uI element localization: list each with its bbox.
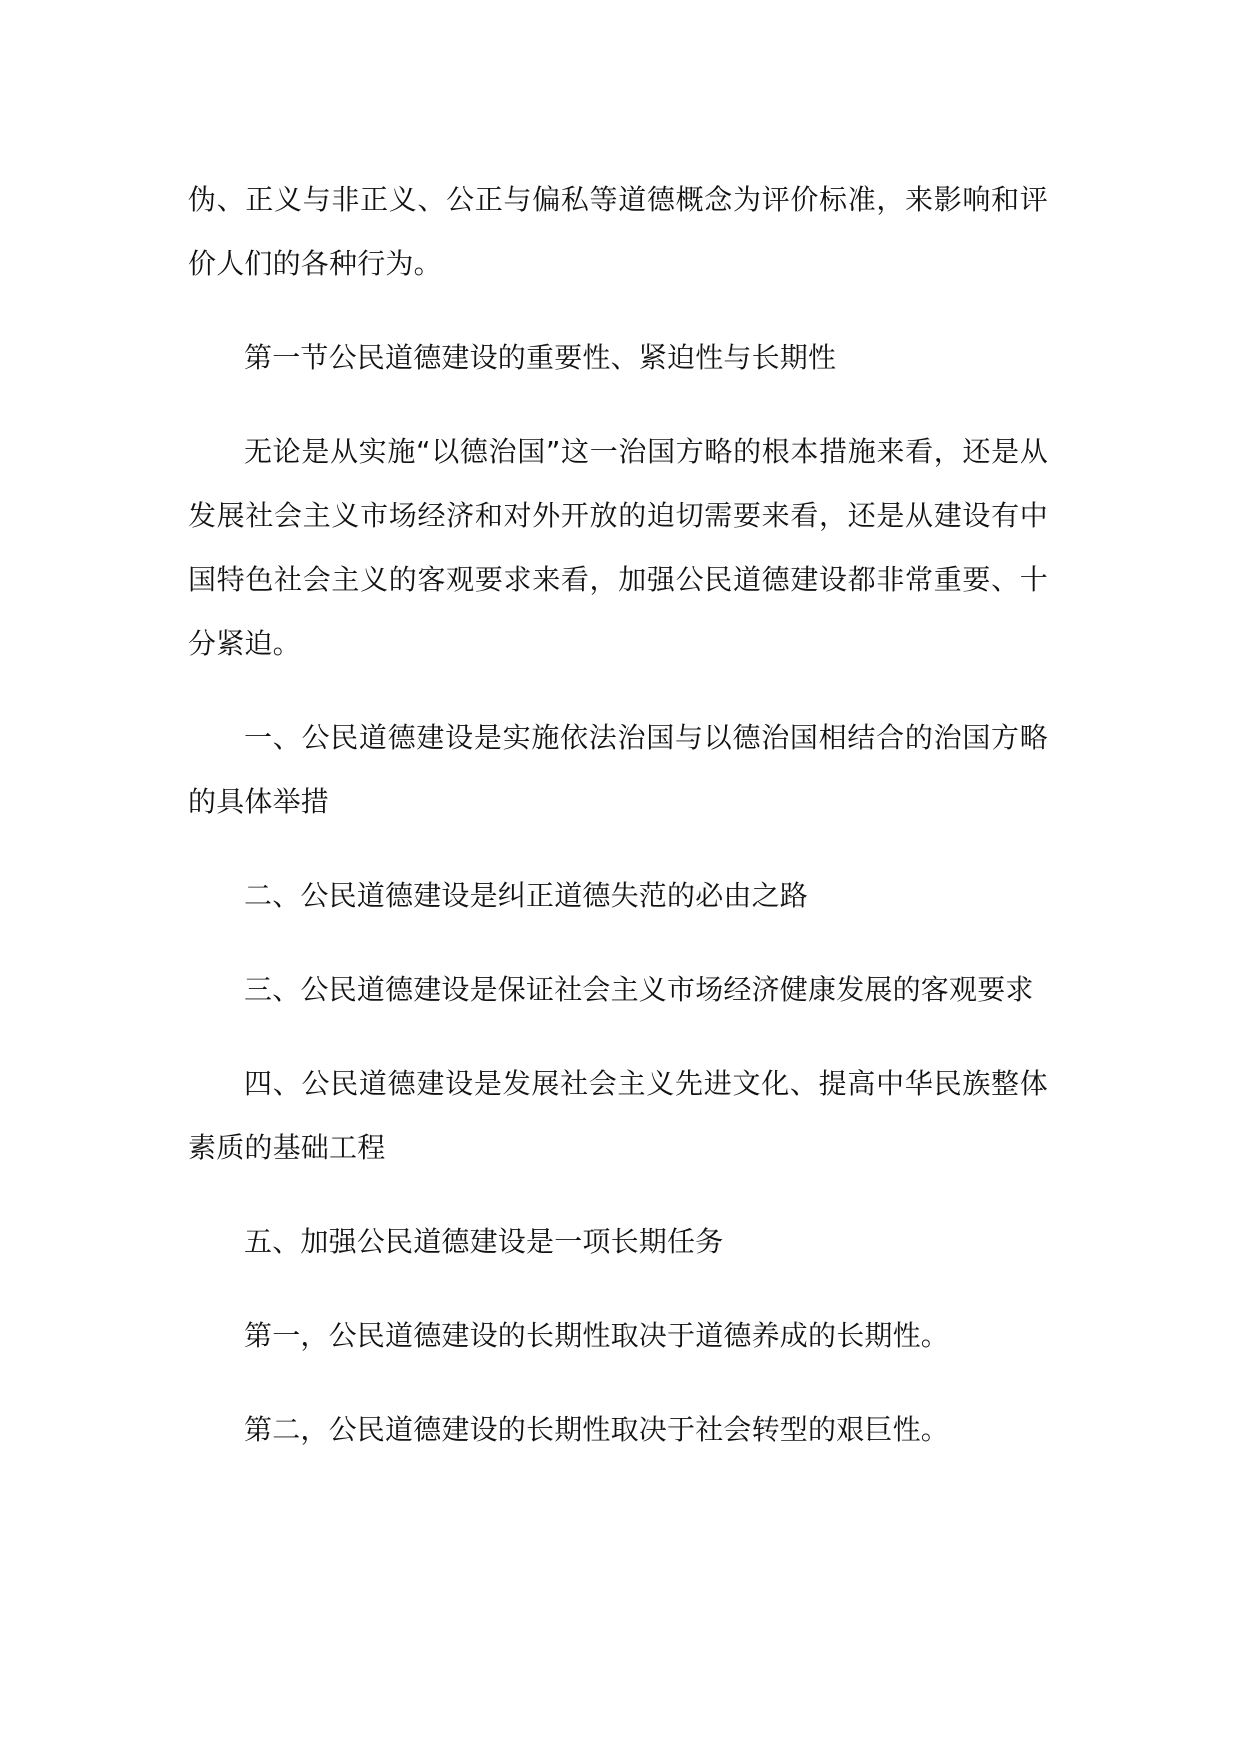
list-item-3: 三、公民道德建设是保证社会主义市场经济健康发展的客观要求 [244,973,1034,1006]
list-item-1: 一、公民道德建设是实施依法治国与以德治国相结合的治国方略的具体举措 [188,721,1048,818]
document-body [188,168,1048,1462]
point-first: 第一，公民道德建设的长期性取决于道德养成的长期性。 [244,1319,950,1352]
list-item-5: 五、加强公民道德建设是一项长期任务 [244,1225,724,1258]
point-second: 第二，公民道德建设的长期性取决于社会转型的艰巨性。 [244,1413,950,1446]
paragraph-continuation: 伪、正义与非正义、公正与偏私等道德概念为评价标准，来影响和评价人们的各种行为。 [188,183,1048,280]
section-heading: 第一节公民道德建设的重要性、紧迫性与长期性 [244,341,837,374]
list-item-2: 二、公民道德建设是纠正道德失范的必由之路 [244,879,809,912]
paragraph-intro: 无论是从实施“以德治国”这一治国方略的根本措施来看，还是从发展社会主义市场经济和对外开放的迫切需要来看，还是从建设有中国特色社会主义的客观要求来看，加强公民道德建设都非常重要、十分紧迫。 [188,435,1048,660]
list-item-4: 四、公民道德建设是发展社会主义先进文化、提高中华民族整体素质的基础工程 [188,1067,1048,1164]
